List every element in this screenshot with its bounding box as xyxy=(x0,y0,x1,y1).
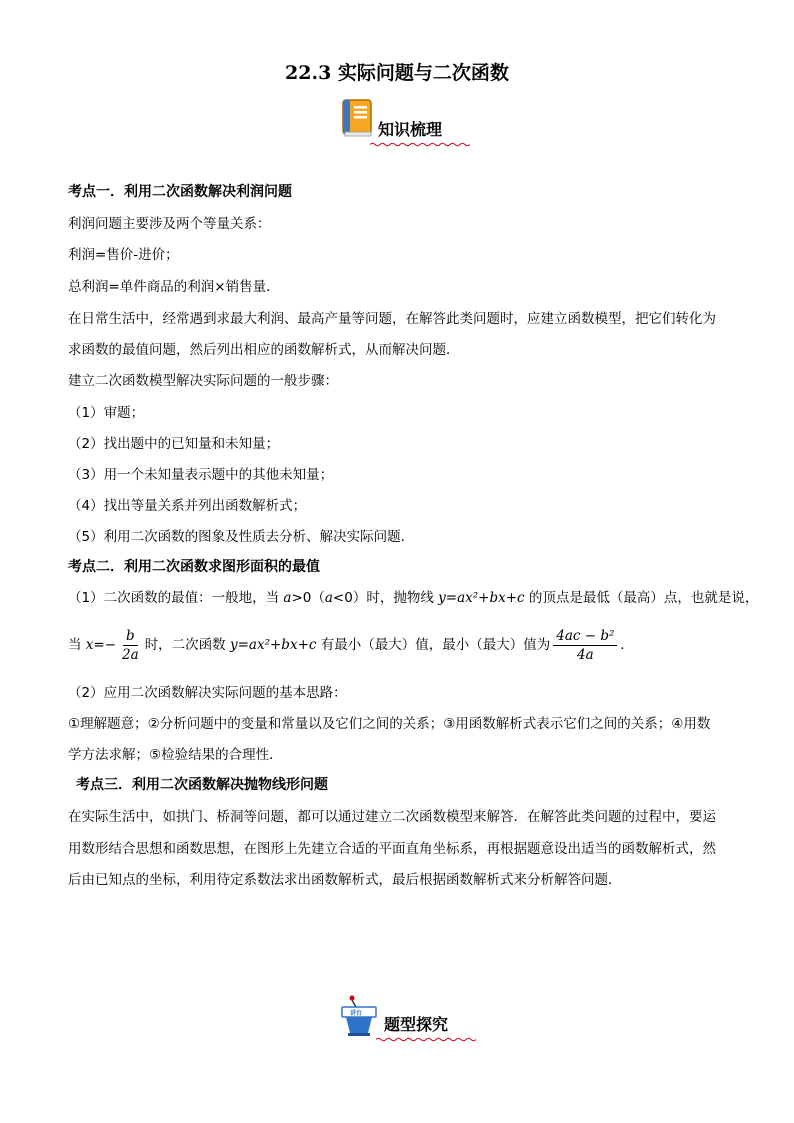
quadratic-equation: y=ax²+bx+c xyxy=(229,637,317,653)
section2-heading: 考点二．利用二次函数求图形面积的最值 xyxy=(68,559,320,575)
extreme-value-fraction: $\frac{\text{4ac − b²}}{4a}$ xyxy=(553,627,617,664)
section3-line: 用数形结合思想和函数思想，在图形上先建立合适的平面直角坐标系，再根据题意设出适当的函数解析式，然 xyxy=(68,841,716,857)
vertex-x-fraction: $\frac{b}{2a}$ xyxy=(122,627,139,663)
section2-line1: （1）二次函数的最值：一般地，当 a>0（a<0）时，抛物线 y=ax²+bx+c 的顶点是最低（最高）点，也就是说， xyxy=(68,590,759,606)
section1-line: 利润问题主要涉及两个等量关系： xyxy=(68,216,271,232)
section1-heading: 考点一．利用二次函数解决利润问题 xyxy=(68,184,292,200)
section1-line: 总利润=单件商品的利润×销售量． xyxy=(68,279,280,295)
section1-line: （3）用一个未知量表示题中的其他未知量； xyxy=(68,467,334,483)
explore-banner-label: 题型探究 xyxy=(384,1012,448,1035)
section1-line: （4）找出等量关系并列出函数解析式； xyxy=(68,498,307,514)
explore-banner xyxy=(338,993,448,1037)
podium-label: 讲台 xyxy=(350,1010,363,1017)
podium-icon xyxy=(338,993,380,1037)
wavy-underline xyxy=(370,142,470,147)
section3-line: 后由已知点的坐标，利用待定系数法求出函数解析式，最后根据函数解析式来分析解答问题． xyxy=(68,872,622,888)
section2-line: 学方法求解；⑤检验结果的合理性． xyxy=(68,747,283,763)
section1-line: 在日常生活中，经常遇到求最大利润、最高产量等问题，在解答此类问题时，应建立函数模型，把它们转化为 xyxy=(68,311,716,327)
section1-line: 求函数的最值问题，然后列出相应的函数解析式，从而解决问题． xyxy=(68,342,460,358)
section3-heading: 考点三．利用二次函数解决抛物线形问题 xyxy=(76,777,328,793)
section2-line: （2）应用二次函数解决实际问题的基本思路： xyxy=(68,685,347,701)
section1-line: （2）找出题中的已知量和未知量； xyxy=(68,436,280,452)
book-icon xyxy=(340,98,374,142)
quadratic-equation: y=ax²+bx+c xyxy=(438,590,525,606)
section2-line: ①理解题意；②分析问题中的变量和常量以及它们之间的关系；③用函数解析式表示它们之间的关系；④用数 xyxy=(68,716,711,732)
section1-line: （5）利用二次函数的图象及性质去分析、解决实际问题． xyxy=(68,529,415,545)
knowledge-banner-label: 知识梳理 xyxy=(378,117,442,140)
section2-line2: 当 x=− $\frac{b}{2a}$ 时，二次函数 y=ax²+bx+c 有最小（最大）值，最小（最大）值为 $\frac{\text{4ac − b²}}{4a}$ ． xyxy=(68,627,634,663)
section3-line: 在实际生活中，如拱门、桥洞等问题，都可以通过建立二次函数模型来解答．在解答此类问题的过程中，要运 xyxy=(68,809,716,825)
section1-line: 建立二次函数模型解决实际问题的一般步骤： xyxy=(68,373,338,389)
section1-line: （1）审题； xyxy=(68,405,145,421)
wavy-underline xyxy=(376,1037,476,1042)
section1-line: 利润=售价-进价； xyxy=(68,247,179,263)
page-title: 22.3 实际问题与二次函数 xyxy=(285,62,509,84)
knowledge-banner xyxy=(340,98,442,142)
